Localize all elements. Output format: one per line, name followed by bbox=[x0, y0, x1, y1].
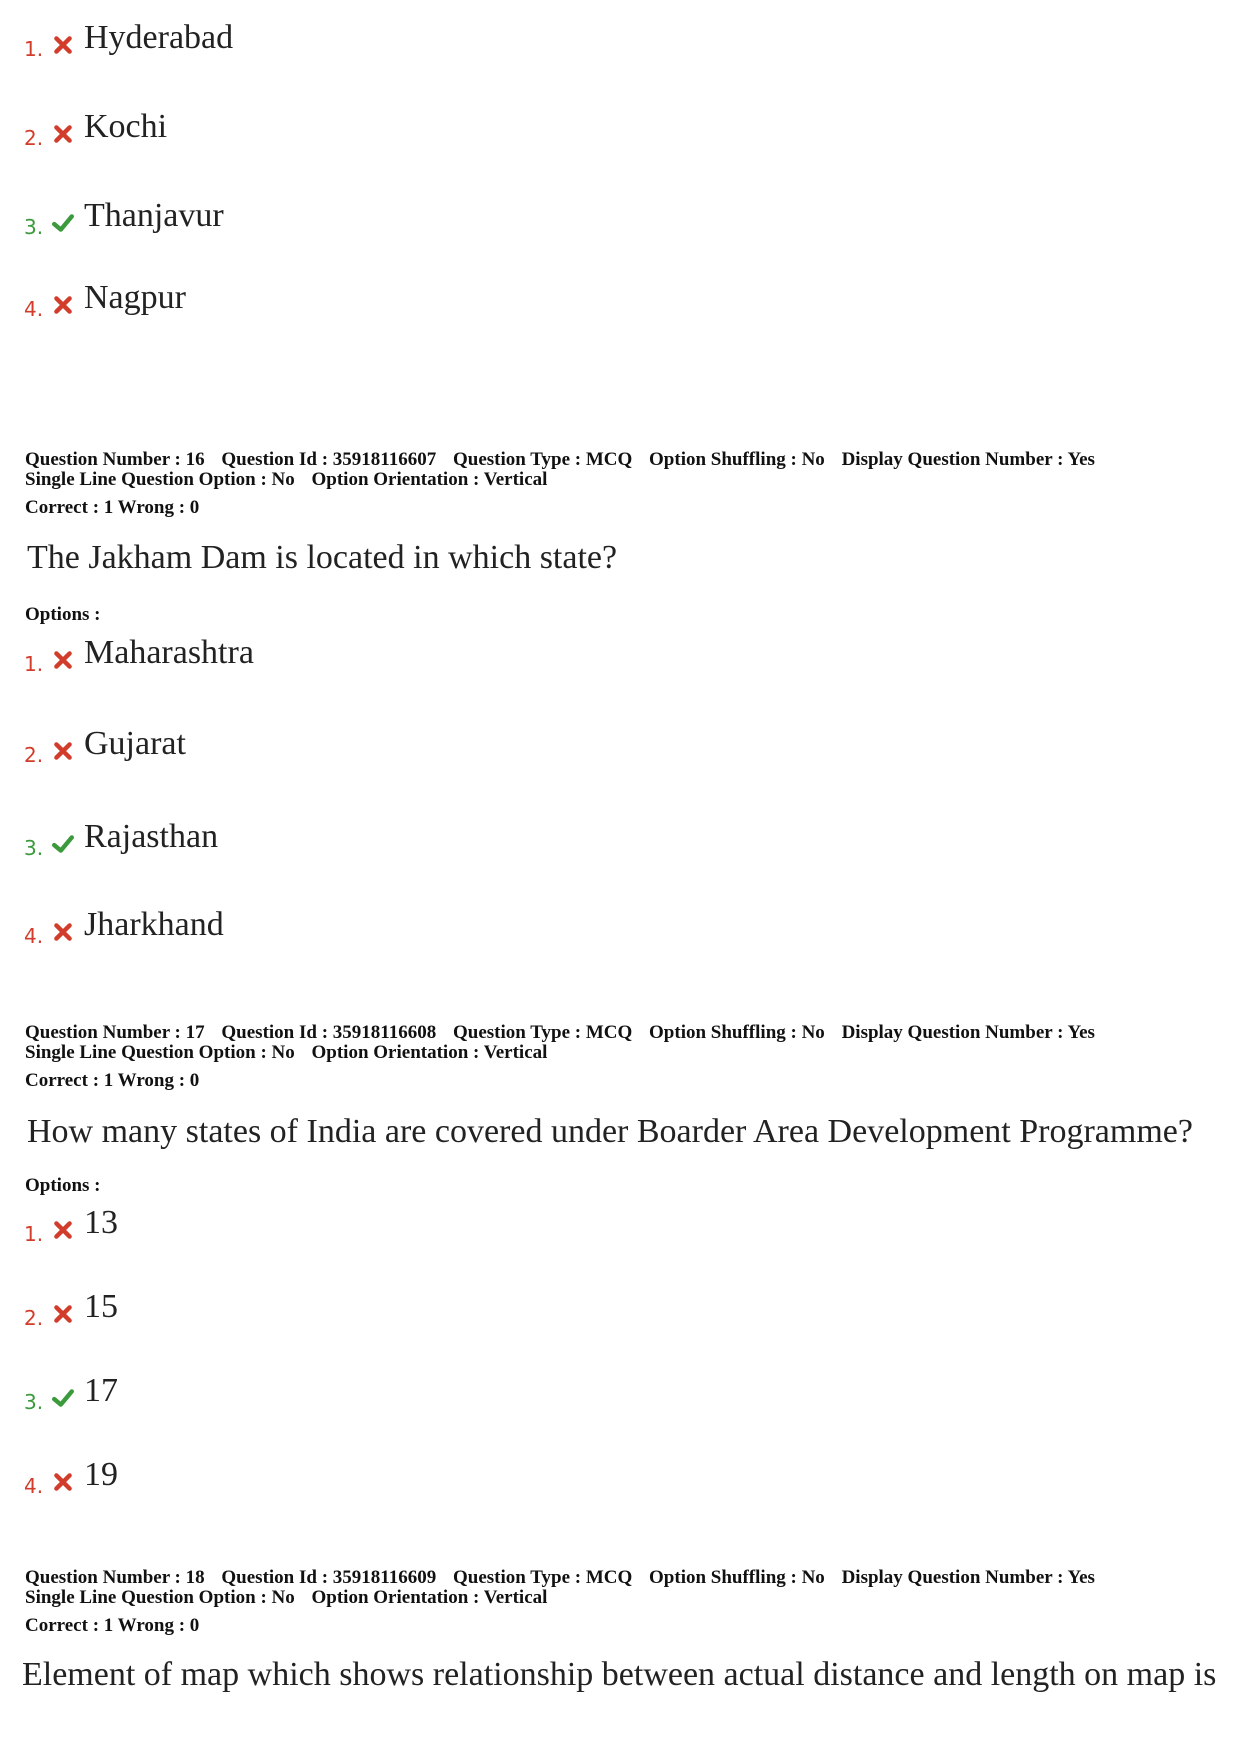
option-number: 4. bbox=[24, 1474, 44, 1498]
option-text: Jharkhand bbox=[84, 906, 224, 943]
cross-icon bbox=[52, 740, 74, 762]
option-text: Gujarat bbox=[84, 725, 186, 762]
question-text: Element of map which shows relationship between actual distance and length on map is bbox=[22, 1656, 1217, 1693]
option-number: 3. bbox=[24, 215, 44, 239]
meta-field: Display Question Number : Yes bbox=[841, 1022, 1095, 1043]
option-text: Hyderabad bbox=[84, 19, 234, 56]
meta-field: Display Question Number : Yes bbox=[841, 1567, 1095, 1588]
option-number: 4. bbox=[24, 924, 44, 948]
meta-field: Question Number : 17 bbox=[25, 1022, 205, 1043]
options-label: Options : bbox=[25, 604, 101, 625]
meta-field: Question Id : 35918116608 bbox=[221, 1022, 437, 1043]
option-number: 1. bbox=[24, 652, 44, 676]
meta-field: Option Orientation : Vertical bbox=[311, 1587, 548, 1608]
question-meta bbox=[25, 1023, 1225, 1091]
question-text: The Jakham Dam is located in which state? bbox=[27, 539, 618, 576]
option-text: Maharashtra bbox=[84, 634, 254, 671]
cross-icon bbox=[52, 34, 74, 56]
option-text: Nagpur bbox=[84, 279, 186, 316]
options-label: Options : bbox=[25, 1175, 101, 1196]
meta-field: Option Shuffling : No bbox=[649, 1567, 825, 1588]
check-icon bbox=[52, 212, 74, 234]
cross-icon bbox=[52, 921, 74, 943]
meta-field: Question Id : 35918116609 bbox=[221, 1567, 437, 1588]
cross-icon bbox=[52, 1471, 74, 1493]
check-icon bbox=[52, 1387, 74, 1409]
option-text: 15 bbox=[84, 1288, 118, 1325]
question-meta bbox=[25, 450, 1225, 518]
cross-icon bbox=[52, 1219, 74, 1241]
meta-field: Question Number : 16 bbox=[25, 449, 205, 470]
meta-field: Single Line Question Option : No bbox=[25, 1587, 295, 1608]
meta-field: Question Type : MCQ bbox=[452, 1022, 633, 1043]
cross-icon bbox=[52, 1303, 74, 1325]
meta-field: Option Orientation : Vertical bbox=[311, 1042, 548, 1063]
cross-icon bbox=[52, 649, 74, 671]
meta-field: Question Id : 35918116607 bbox=[221, 449, 437, 470]
question-text: How many states of India are covered under Boarder Area Development Programme? bbox=[27, 1113, 1193, 1150]
option-number: 3. bbox=[24, 836, 44, 860]
meta-field: Question Number : 18 bbox=[25, 1567, 205, 1588]
option-number: 1. bbox=[24, 1222, 44, 1246]
question-meta bbox=[25, 1568, 1225, 1636]
meta-field: Question Type : MCQ bbox=[452, 1567, 633, 1588]
option-number: 3. bbox=[24, 1390, 44, 1414]
meta-field: Option Orientation : Vertical bbox=[311, 469, 548, 490]
meta-field: Option Shuffling : No bbox=[649, 449, 825, 470]
option-text: 13 bbox=[84, 1204, 118, 1241]
option-number: 1. bbox=[24, 37, 44, 61]
meta-field: Single Line Question Option : No bbox=[25, 469, 295, 490]
option-number: 2. bbox=[24, 1306, 44, 1330]
option-number: 2. bbox=[24, 126, 44, 150]
cross-icon bbox=[52, 294, 74, 316]
meta-field: Question Type : MCQ bbox=[452, 449, 633, 470]
score-line: Correct : 1 Wrong : 0 bbox=[25, 497, 200, 518]
score-line: Correct : 1 Wrong : 0 bbox=[25, 1070, 200, 1091]
option-text: Rajasthan bbox=[84, 818, 219, 855]
option-text: 17 bbox=[84, 1372, 118, 1409]
cross-icon bbox=[52, 123, 74, 145]
meta-field: Display Question Number : Yes bbox=[841, 449, 1095, 470]
option-text: Kochi bbox=[84, 108, 168, 145]
option-text: Thanjavur bbox=[84, 197, 224, 234]
meta-field: Single Line Question Option : No bbox=[25, 1042, 295, 1063]
option-number: 4. bbox=[24, 297, 44, 321]
option-text: 19 bbox=[84, 1456, 118, 1493]
check-icon bbox=[52, 833, 74, 855]
meta-field: Option Shuffling : No bbox=[649, 1022, 825, 1043]
score-line: Correct : 1 Wrong : 0 bbox=[25, 1615, 200, 1636]
option-number: 2. bbox=[24, 743, 44, 767]
